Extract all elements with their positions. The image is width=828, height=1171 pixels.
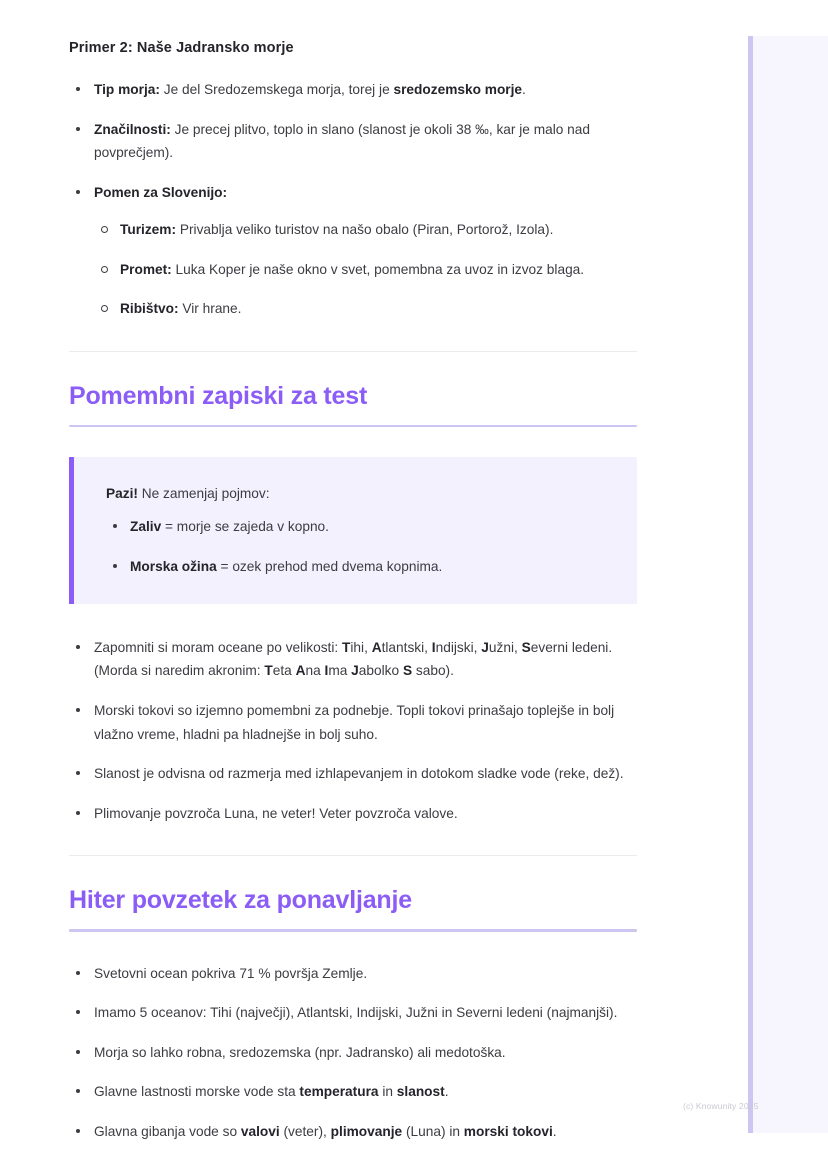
callout-lead-bold: Pazi!: [106, 486, 138, 502]
emphasis-run: I: [431, 639, 436, 655]
list-item-term: Pomen za Slovenijo:: [94, 184, 228, 200]
text-run: tlantski,: [381, 639, 432, 655]
list-item: [69, 962, 638, 986]
emphasis-run: T: [264, 663, 273, 679]
example-section: [69, 40, 638, 321]
text-run: Glavne lastnosti morske vode sta: [94, 1084, 300, 1100]
text-run: Morski tokovi so izjemno pomembni za podnebje. Topli tokovi prinašajo toplejše in bolj vlažno vreme, hladni pa hladnejše in bolj suho.: [94, 703, 615, 742]
text-run: Imamo 5 oceanov: Tihi (največji), Atlantski, Indijski, Južni in Severni ledeni (najmanjši).: [94, 1005, 618, 1021]
warning-callout: [69, 457, 637, 603]
text-run: Svetovni ocean pokriva 71 % površja Zemlje.: [94, 965, 368, 981]
emphasis-run: S: [521, 639, 531, 655]
text-run: užni,: [488, 639, 522, 655]
list-item: [69, 802, 638, 826]
sub-list-item: [94, 297, 638, 321]
text-run: in: [378, 1084, 397, 1100]
callout-item-text: = ozek prehod med dvema kopnima.: [216, 558, 443, 574]
notes-section-heading: Pomembni zapiski za test: [69, 381, 368, 410]
sub-list-item-term: Turizem:: [120, 222, 177, 238]
sub-list-item-text: Vir hrane.: [178, 301, 242, 317]
callout-item-term: Morska ožina: [130, 558, 217, 574]
list-item: [69, 636, 638, 683]
emphasis-run: slanost: [396, 1084, 445, 1100]
list-item-text: .: [522, 82, 526, 97]
emphasis-run: A: [295, 663, 306, 679]
text-run: (Luna) in: [402, 1124, 464, 1140]
list-item: [69, 181, 638, 321]
emphasis-run: plimovanje: [330, 1124, 403, 1140]
summary-section: [69, 886, 638, 1143]
notes-bullet-list: [69, 636, 638, 825]
callout-item-term: Zaliv: [130, 519, 162, 535]
page-side-strip-edge: [748, 36, 753, 1133]
sub-list-item: [94, 258, 638, 282]
text-run: sabo).: [412, 663, 454, 679]
copyright-watermark: (c) Knowunity 2025: [683, 1101, 759, 1111]
emphasis-run: temperatura: [299, 1084, 379, 1100]
text-run: Plimovanje povzroča Luna, ne veter! Veter povzroča valove.: [94, 805, 458, 821]
text-run: ma: [328, 663, 352, 679]
text-run: na: [305, 663, 325, 679]
sub-list-item-text: Privablja veliko turistov na našo obalo (Piran, Portorož, Izola).: [176, 222, 554, 238]
text-run: Slanost je odvisna od razmerja med izhlapevanjem in dotokom sladke vode (reke, dež).: [94, 766, 624, 782]
text-run: Morja so lahko robna, sredozemska (npr. Jadransko) ali medotoška.: [94, 1044, 506, 1060]
emphasis-run: I: [324, 663, 329, 679]
sub-list: [94, 218, 638, 321]
emphasis-run: S: [402, 663, 413, 679]
emphasis-run: valovi: [240, 1124, 280, 1140]
text-run: abolko: [358, 663, 403, 679]
list-item: [69, 699, 638, 746]
list-item: [69, 78, 638, 102]
notes-section: [69, 382, 638, 825]
list-item: [69, 1120, 638, 1144]
summary-bullet-list: [69, 962, 638, 1144]
example-section-title: Primer 2: Naše Jadransko morje: [69, 40, 294, 56]
text-run: .: [552, 1124, 557, 1140]
list-item: [69, 1041, 638, 1065]
example-bullet-list: [69, 78, 638, 321]
section-divider-1: [69, 351, 637, 352]
emphasis-run: J: [351, 663, 359, 679]
list-item: [69, 1080, 638, 1104]
text-run: everni ledeni. (Morda si naredim akronim:: [94, 639, 613, 679]
callout-item-text: = morje se zajeda v kopno.: [161, 519, 329, 535]
text-run: (veter),: [279, 1124, 331, 1140]
list-item-term: Tip morja:: [94, 82, 160, 97]
sub-list-item-term: Promet:: [120, 261, 172, 277]
list-item-term: Značilnosti:: [94, 121, 171, 137]
list-item: [69, 1001, 638, 1025]
text-run: .: [444, 1084, 449, 1100]
text-run: ndijski,: [435, 639, 482, 655]
summary-heading-underline: [69, 929, 637, 932]
text-run: ihi,: [350, 639, 372, 655]
list-item-text: Je del Sredozemskega morja, torej je: [159, 82, 394, 97]
text-run: Glavna gibanja vode so: [94, 1124, 241, 1140]
emphasis-run: T: [342, 639, 351, 655]
list-item-text: Je precej plitvo, toplo in slano (slanost je okoli 38 ‰, kar je malo nad povprečjem).: [94, 121, 591, 161]
callout-list-item: [106, 555, 607, 578]
callout-term-list: [106, 515, 607, 578]
list-item: [69, 762, 638, 786]
page-side-strip: [748, 36, 828, 1133]
list-item: [69, 118, 638, 165]
sub-list-item-term: Ribištvo:: [120, 301, 179, 317]
emphasis-run: morski tokovi: [463, 1124, 553, 1140]
emphasis-run: A: [371, 639, 382, 655]
summary-section-heading: Hiter povzetek za ponavljanje: [69, 886, 412, 915]
section-divider-2: [69, 855, 637, 856]
emphasis-run: sredozemsko morje: [393, 82, 523, 97]
notes-heading-underline: [69, 425, 637, 428]
sub-list-item-text: Luka Koper je naše okno v svet, pomembna za uvoz in izvoz blaga.: [171, 261, 585, 277]
text-run: Zapomniti si moram oceane po velikosti:: [94, 639, 342, 655]
sub-list-item: [94, 218, 638, 242]
callout-lead-text: Ne zamenjaj pojmov:: [137, 486, 270, 502]
callout-lead: [106, 483, 607, 505]
text-run: eta: [272, 663, 296, 679]
emphasis-run: J: [481, 639, 489, 655]
callout-list-item: [106, 515, 607, 538]
